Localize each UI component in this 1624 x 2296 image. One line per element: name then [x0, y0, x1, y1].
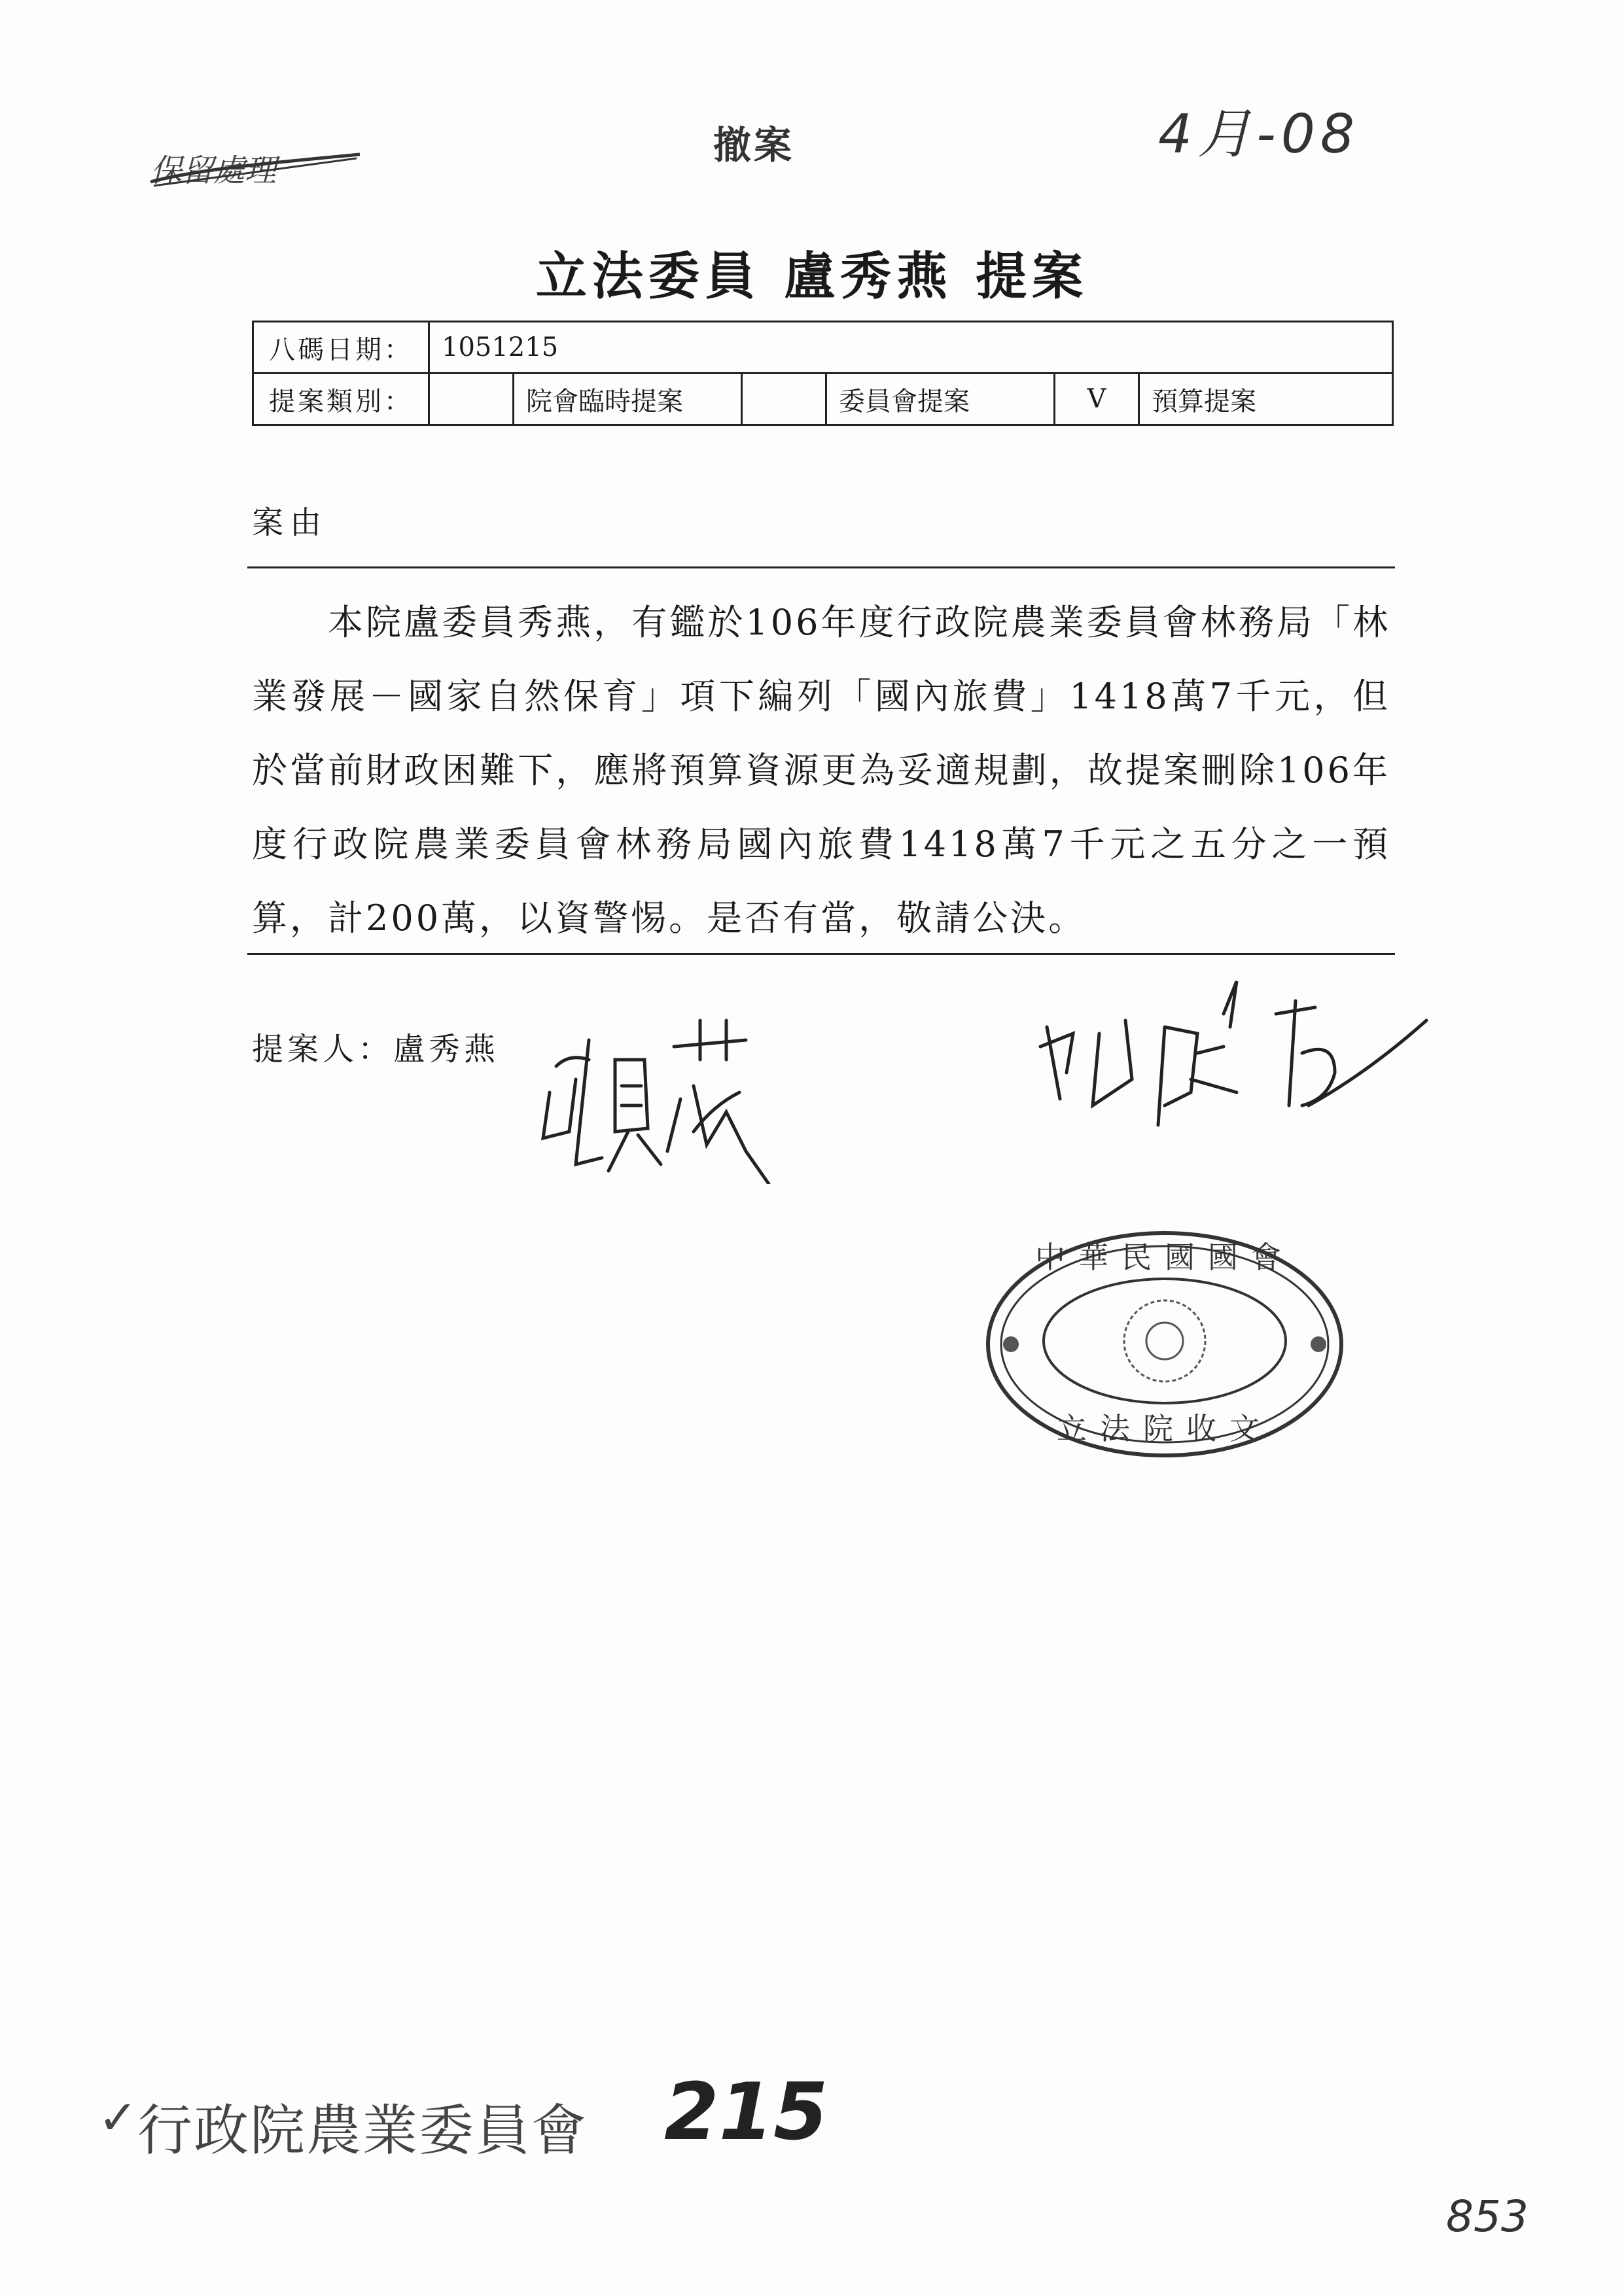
- struck-status-text: 保留處理: [150, 152, 277, 189]
- seal-bottom-text: 立法院收文: [1057, 1411, 1273, 1446]
- type-mark-council: [429, 374, 514, 425]
- table-row: [253, 322, 1393, 374]
- strike-through-line: [147, 149, 363, 188]
- footer-number: 215: [664, 2067, 828, 2158]
- type-budget: 預算提案: [1139, 374, 1393, 425]
- proposal-meta-table: [252, 321, 1394, 426]
- code-label: 八碼日期：: [253, 322, 429, 374]
- footer-agency: 行政院農業委員會: [137, 2098, 588, 2163]
- type-mark-committee: [742, 374, 826, 425]
- table-row: [253, 374, 1393, 425]
- type-mark-budget: V: [1055, 374, 1139, 425]
- code-value: 1051215: [429, 322, 1393, 374]
- divider-bottom: [247, 953, 1395, 955]
- proposer-signature: [530, 1001, 779, 1184]
- official-seal: [981, 1223, 1348, 1465]
- type-label: 提案類別：: [253, 374, 429, 425]
- handwritten-code: 4月-08: [1158, 103, 1360, 165]
- type-council: 院會臨時提案: [514, 374, 742, 425]
- seal-top-text: 中華民國國會: [1035, 1240, 1294, 1275]
- page-number: 853: [1446, 2191, 1528, 2242]
- page-title: 立法委員 盧秀燕 提案: [535, 247, 1089, 306]
- withdrawn-stamp: 撤案: [713, 123, 795, 167]
- proposal-body: 本院盧委員秀燕，有鑑於106年度行政院農業委員會林務局「林業發展－國家自然保育」項下編列「國內旅費」1418萬7千元，但於當前財政困難下，應將預算資源更為妥適規劃，故提案刪除106年度行政院農業委員會林務局國內旅費1418萬7千元之五分之一預算，計200萬，以資警惕。是否有當，敬請公決。: [252, 602, 1390, 939]
- proposer-line: 提案人：盧秀燕: [252, 1031, 500, 1068]
- type-committee: 委員會提案: [826, 374, 1055, 425]
- cosigner-signature: [1027, 975, 1433, 1132]
- divider-top: [247, 566, 1395, 568]
- reason-label: 案由: [252, 504, 328, 541]
- check-mark-icon: ✓: [98, 2090, 138, 2145]
